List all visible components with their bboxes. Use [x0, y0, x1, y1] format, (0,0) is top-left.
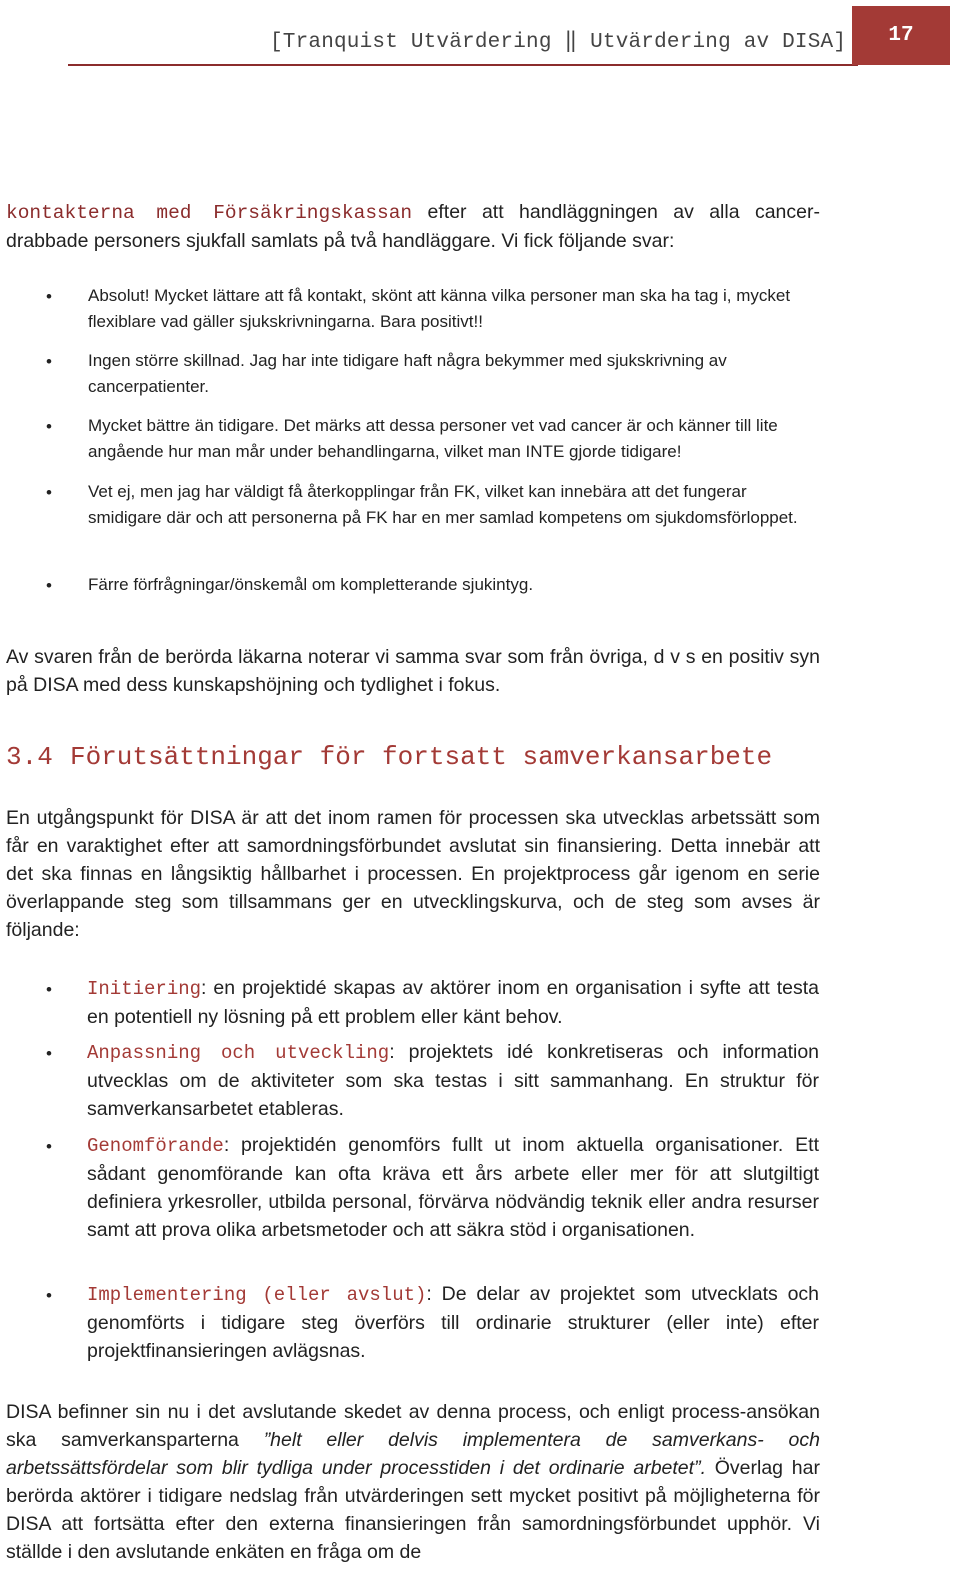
- bullet: •: [46, 1286, 52, 1305]
- running-header-title: [Tranquist Utvärdering ‖ Utvärdering av DISA]: [270, 31, 847, 54]
- step-term: Anpassning och utveckling: [87, 1042, 390, 1064]
- step-item: [87, 1038, 819, 1123]
- bullet: •: [46, 352, 52, 371]
- answer-item: Ingen större skillnad. Jag har inte tidigare haft några bekymmer med sjukskrivning av cancerpatienter.: [88, 351, 727, 396]
- step-item: [87, 1280, 819, 1365]
- step-text: : projektidén genomförs fullt ut inom aktuella organisationer. Ett sådant genomförande kan ofta kräva ett års arbete eller mer för att slutgiltigt definiera yrkesroller, utbilda personal, förvärva nödvändig teknik eller andra resurser samt att prova olika arbetsmetoder och att säkra stöd i organisationen.: [87, 1134, 819, 1241]
- step-text: : projektets idé konkretiseras och information utvecklas om de aktiviteter som ska testas i sitt sammanhang. En struktur för samverkansarbetet etableras.: [87, 1041, 820, 1120]
- bullet: •: [46, 576, 52, 595]
- intro-paragraph: [6, 198, 820, 255]
- step-item: [87, 1131, 819, 1244]
- header-divider: [68, 64, 858, 66]
- intro-text: efter att handläggningen av alla cancer-drabbade personers sjukfall samlats på två handläggare. Vi fick följande svar:: [6, 201, 820, 252]
- section-title: Förutsättningar för fortsatt samverkansarbete: [70, 742, 773, 772]
- section-intro-paragraph: En utgångspunkt för DISA är att det inom ramen för processen ska utvecklas arbetssätt som får en varaktighet efter att samordningsförbundet avslutat sin finansiering. Detta innebär att det ska finnas en långsiktig hållbarhet i processen. En projektprocess går igenom en serie överlappande steg som tillsammans ger en utvecklingskurva, och de steg som avses är följande:: [6, 807, 820, 941]
- closing-text-start: DISA befinner sin nu i det avslutande skedet av denna process, och enligt process-ansökan ska samverkansparterna: [6, 1401, 820, 1451]
- bullet: •: [46, 483, 52, 502]
- section-number: 3.4: [6, 742, 53, 772]
- bullet: •: [46, 1044, 52, 1063]
- bullet: •: [46, 980, 52, 999]
- bullet: •: [46, 417, 52, 436]
- answer-item: Mycket bättre än tidigare. Det märks att dessa personer vet vad cancer är och känner till lite angående hur man mår under behandlingarna, vilket man INTE gjorde tidigare!: [88, 416, 778, 461]
- bullet: •: [46, 1137, 52, 1156]
- summary-paragraph: Av svaren från de berörda läkarna noterar vi samma svar som från övriga, d v s en positiv syn på DISA med dess kunskapshöjning och tydlighet i fokus.: [6, 646, 820, 696]
- step-term: Genomförande: [87, 1135, 224, 1157]
- intro-lead-in: kontakterna med Försäkringskassan: [6, 202, 413, 224]
- step-term: Implementering (eller avslut): [87, 1284, 427, 1306]
- closing-paragraph: [6, 1398, 820, 1566]
- closing-quote: ”helt eller delvis implementera de samverkans- och arbetssättsfördelar som blir tydliga under processtiden i det ordinarie arbetet”.: [6, 1429, 820, 1479]
- page-number-badge: [852, 6, 950, 65]
- section-heading: [6, 742, 772, 772]
- answer-item: Vet ej, men jag har väldigt få återkopplingar från FK, vilket kan innebära att det fungerar smidigare där och att personerna på FK har en mer samlad kompetens om sjukdomsförloppet.: [88, 482, 798, 527]
- step-term: Initiering: [87, 978, 202, 1000]
- bullet: •: [46, 287, 52, 306]
- page-number: 17: [888, 24, 914, 47]
- step-text: : De delar av projektet som utvecklats och genomförts i tidigare steg överförs till ordinarie strukturer (eller inte) efter projektfinansieringen avlägsnas.: [87, 1283, 820, 1362]
- step-item: [87, 974, 819, 1031]
- closing-text-end: Överlag har berörda aktörer i tidigare nedslag från utvärderingen sett mycket positivt på möjligheterna för DISA att fortsätta efter den externa finansieringen från samordningsförbundet upphör. Vi ställde i den avslutande enkäten en fråga om de: [6, 1457, 820, 1563]
- answer-item: Färre förfrågningar/önskemål om kompletterande sjukintyg.: [88, 575, 534, 594]
- step-text: : en projektidé skapas av aktörer inom en organisation i syfte att testa en potentiell ny lösning på ett problem eller känt behov.: [87, 977, 819, 1028]
- answer-item: Absolut! Mycket lättare att få kontakt, skönt att känna vilka personer man ska ha tag i, mycket flexiblare vad gäller sjukskrivningarna. Bara positivt!!: [88, 286, 791, 331]
